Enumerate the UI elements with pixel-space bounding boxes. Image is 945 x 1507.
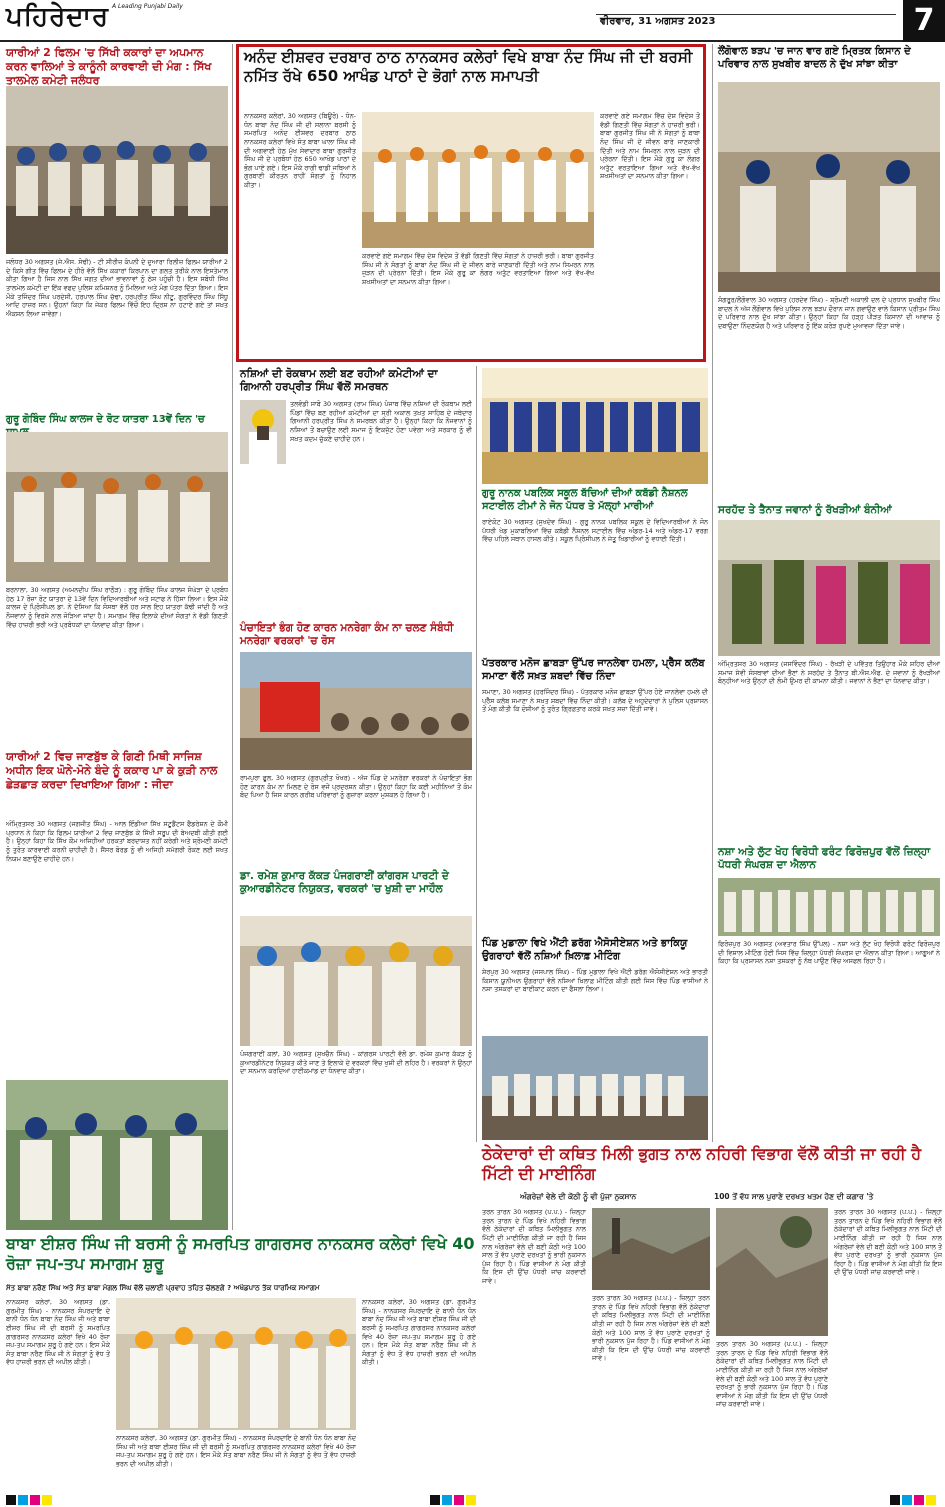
school-story-headline: ਗੁਰੂ ਨਾਨਕ ਪਬਲਿਕ ਸਕੂਲ ਬੱਚਿਆਂ ਦੀਆਂ ਕਬੱਡੀ ਨੈਸ਼ਨਲ ਸਟਾਈਲ ਟੀਮਾਂ ਨੇ ਜੋਨ ਪੱਧਰ ਤੇ ਮੱਲ੍ਹਾਂ ਮਾਰੀਆਂ [482, 488, 688, 512]
nanaksar-subhead: ਸੰਤ ਬਾਬਾ ਨਰੈਣ ਸਿੰਘ ਅਤੇ ਸੰਤ ਬਾਬਾ ਮੰਗਲ ਸਿੰਘ ਵੱਲੋਂ ਚਲਾਈ ਪ੍ਰਵਾਹ ਤਹਿਤ ਚੱਲਣਗੇ ? ਅਖੰਡਪਾਠ ਤੱਕ ਧਾਰਮਿਕ ਸਮਾਗਮ [6, 1284, 320, 1292]
swatch-yellow [926, 1495, 936, 1505]
lead-body-right: ਕਰਵਾਏ ਗਏ ਸਮਾਗਮ ਵਿੱਚ ਦੇਸ਼ ਵਿਦੇਸ਼ ਤੋਂ ਵੱਡੀ ਗਿਣਤੀ ਵਿੱਚ ਸੰਗਤਾਂ ਨੇ ਹਾਜ਼ਰੀ ਭਰੀ। ਬਾਬਾ ਗੁਰਜੀਤ ਸਿੰਘ ਜੀ ਨੇ ਸੰਗਤਾਂ ਨੂੰ ਬਾਬਾ ਨੰਦ ਸਿੰਘ ਜੀ ਦੇ ਜੀਵਨ ਬਾਰੇ ਜਾਣਕਾਰੀ ਦਿੱਤੀ ਅਤੇ ਨਾਮ ਸਿਮਰਨ ਨਾਲ ਜੁੜਨ ਦੀ ਪ੍ਰੇਰਨਾ ਦਿੱਤੀ। ਇਸ ਮੌਕੇ ਗੁਰੂ ਕਾ ਲੰਗਰ ਅਤੁੱਟ ਵਰਤਾਇਆ ਗਿਆ ਅਤੇ ਵੱਖ-ਵੱਖ ਸ਼ਖਸੀਅਤਾਂ ਦਾ ਸਨਮਾਨ ਕੀਤਾ ਗਿਆ। [600, 112, 700, 181]
left-story-1-body: ਜਲੰਧਰ 30 ਅਗਸਤ (ਜੇ.ਐਸ. ਸੋਢੀ) - ਟੀ ਸੀਰੀਜ਼ ਕੰਪਨੀ ਦੇ ਦੁਆਰਾ ਰਿਲੀਜ਼ ਫਿਲਮ ਯਾਰੀਆਂ 2 ਦੇ ਕਿਸੇ ਗੀਤ ਵਿੱਚ ਫਿਲਮ ਦੇ ਹੀਰੋ ਵੱਲੋਂ ਸਿੱਖ ਕਕਾਰਾਂ ਕਿਰਪਾਨ ਦਾ ਗਲਤ ਤਰੀਕੇ ਨਾਲ ਇਸਤੇਮਾਲ ਕੀਤਾ ਗਿਆ ਹੈ ਜਿਸ ਨਾਲ ਸਿੱਖ ਜਗਤ ਦੀਆਂ ਭਾਵਨਾਵਾਂ ਨੂੰ ਠੇਸ ਪਹੁੰਚੀ ਹੈ। ਇਸ ਸਬੰਧੀ ਸਿੱਖ ਤਾਲਮੇਲ ਕਮੇਟੀ ਦਾ ਇੱਕ ਵਫਦ ਪੁਲਿਸ ਕਮਿਸ਼ਨਰ ਨੂੰ ਮਿਲਿਆ ਅਤੇ ਮੰਗ ਪੱਤਰ ਦਿੱਤਾ ਗਿਆ। ਇਸ ਮੌਕੇ ਤਜਿੰਦਰ ਸਿੰਘ ਪਰਦੇਸੀ, ਹਰਪਾਲ ਸਿੰਘ ਚੱਢਾ, ਹਰਪ੍ਰੀਤ ਸਿੰਘ ਨੀਟੂ, ਗੁਰਵਿੰਦਰ ਸਿੰਘ ਸਿੱਧੂ ਆਦਿ ਹਾਜ਼ਰ ਸਨ। ਉਹਨਾਂ ਕਿਹਾ ਕਿ ਜੇਕਰ ਫਿਲਮ ਵਿੱਚੋਂ ਇਹ ਦ੍ਰਿਸ਼ ਨਾ ਹਟਾਏ ਗਏ ਤਾਂ ਸਖ਼ਤ ਐਕਸ਼ਨ ਲਿਆ ਜਾਵੇਗਾ। [6, 258, 228, 318]
left-story-2-headline: ਗੁਰੂ ਗੋਬਿੰਦ ਸਿੰਘ ਕਾਲਜ ਦੇ ਰੋਟ ਯਾਤਰਾ 13ਵੇਂ ਦਿਨ 'ਚ [6, 414, 205, 425]
swatch-black [430, 1495, 440, 1505]
front-story-headline: ਨਸ਼ਾ ਅਤੇ ਲੁੱਟ ਖੋਹ ਵਿਰੋਧੀ ਫਰੰਟ ਫਿਰੋਜ਼ਪੁਰ ਵੱਲੋਂ ਜ਼ਿਲ੍ਹਾ ਪੱਧਰੀ ਸੰਘਰਸ਼ ਦਾ ਐਲਾਨ [718, 846, 931, 872]
photo-rakhi-soldiers [718, 520, 940, 656]
mining-body-col4: ਤਰਨ ਤਾਰਨ 30 ਅਗਸਤ (ਪ.ਪ.) - ਜ਼ਿਲ੍ਹਾ ਤਰਨ ਤਾਰਨ ਦੇ ਪਿੰਡ ਵਿਖੇ ਨਹਿਰੀ ਵਿਭਾਗ ਵੱਲੋਂ ਠੇਕੇਦਾਰਾਂ ਦੀ ਕਥਿਤ ਮਿਲੀਭੁਗਤ ਨਾਲ ਮਿੱਟੀ ਦੀ ਮਾਈਨਿੰਗ ਕੀਤੀ ਜਾ ਰਹੀ ਹੈ ਜਿਸ ਨਾਲ ਅੰਗਰੇਜ਼ਾਂ ਵੇਲੇ ਦੀ ਬਣੀ ਕੋਠੀ ਅਤੇ 100 ਸਾਲ ਤੋਂ ਵੱਧ ਪੁਰਾਣੇ ਦਰਖਤਾਂ ਨੂੰ ਭਾਰੀ ਨੁਕਸਾਨ ਪੁੱਜ ਰਿਹਾ ਹੈ। ਪਿੰਡ ਵਾਸੀਆਂ ਨੇ ਮੰਗ ਕੀਤੀ ਕਿ ਇਸ ਦੀ ਉੱਚ ਪੱਧਰੀ ਜਾਂਚ ਕਰਵਾਈ ਜਾਵੇ। [834, 1208, 942, 1277]
mnrega-story-headline: ਪੰਚਾਇਤਾਂ ਭੰਗ ਹੋਣ ਕਾਰਨ ਮਨਰੇਗਾ ਕੰਮ ਨਾ ਚਲਣ ਸੰਬੰਧੀ ਮਨਰੇਗਾ ਵਰਕਰਾਂ 'ਚ ਰੋਸ [240, 622, 454, 648]
front-story-body: ਫਿਰੋਜ਼ਪੁਰ 30 ਅਗਸਤ (ਅਵਤਾਰ ਸਿੰਘ ਉੱਪਲ) - ਨਸ਼ਾ ਅਤੇ ਲੁੱਟ ਖੋਹ ਵਿਰੋਧੀ ਫਰੰਟ ਫਿਰੋਜ਼ਪੁਰ ਦੀ ਵਿਸ਼ਾਲ ਮੀਟਿੰਗ ਹੋਈ ਜਿਸ ਵਿੱਚ ਜ਼ਿਲ੍ਹਾ ਪੱਧਰੀ ਸੰਘਰਸ਼ ਦਾ ਐਲਾਨ ਕੀਤਾ ਗਿਆ। ਆਗੂਆਂ ਨੇ ਕਿਹਾ ਕਿ ਪ੍ਰਸ਼ਾਸਨ ਨਸ਼ਾ ਤਸਕਰਾਂ ਨੂੰ ਨੱਥ ਪਾਉਣ ਵਿੱਚ ਅਸਫਲ ਰਿਹਾ ਹੈ। [718, 940, 940, 966]
swatch-cyan [18, 1495, 28, 1505]
print-color-swatches [6, 1495, 52, 1505]
print-color-swatches [430, 1495, 476, 1505]
print-color-swatches [890, 1495, 936, 1505]
swatch-magenta [30, 1495, 40, 1505]
swatch-yellow [466, 1495, 476, 1505]
swatch-black [6, 1495, 16, 1505]
column-rule [476, 366, 477, 1142]
left-story-3-headline: ਯਾਰੀਆਂ 2 ਵਿਚ ਜਾਣਬੁੱਝ ਕੇ ਗਿਣੀ ਮਿਥੀ ਸਾਜਿਸ਼ ਅਧੀਨ ਇਕ ਘੋਨੇ-ਮੋਨੇ ਬੰਦੇ ਨੂੰ ਕਕਾਰ ਪਾ ਕੇ ਕੁੜੀ ਨਾਲ ਛੇੜਛਾੜ ਕਰਦਾ ਦਿਖਾਇਆ ਗਿਆ : ਜੀਦਾ [6, 750, 218, 791]
flood-story-body: ਸੰਗਰੂਰ/ਲੌਂਗੋਵਾਲ 30 ਅਗਸਤ (ਹਰਦੇਵ ਸਿੰਘ) - ਸ਼੍ਰੋਮਣੀ ਅਕਾਲੀ ਦਲ ਦੇ ਪ੍ਰਧਾਨ ਸੁਖਬੀਰ ਸਿੰਘ ਬਾਦਲ ਨੇ ਅੱਜ ਲੌਂਗੋਵਾਲ ਵਿਖੇ ਪੁਲਿਸ ਨਾਲ ਝੜਪ ਦੌਰਾਨ ਜਾਨ ਗਵਾਉਣ ਵਾਲੇ ਕਿਸਾਨ ਪ੍ਰੀਤਮ ਸਿੰਘ ਦੇ ਪਰਿਵਾਰ ਨਾਲ ਦੁੱਖ ਸਾਂਝਾ ਕੀਤਾ। ਉਨ੍ਹਾਂ ਕਿਹਾ ਕਿ ਹੜ੍ਹ ਪੀੜਤ ਕਿਸਾਨਾਂ ਦੀ ਆਵਾਜ਼ ਨੂੰ ਦਬਾਉਣਾ ਨਿੰਦਣਯੋਗ ਹੈ ਅਤੇ ਪਰਿਵਾਰ ਨੂੰ ਇੱਕ ਕਰੋੜ ਰੁਪਏ ਮੁਆਵਜ਼ਾ ਦਿੱਤਾ ਜਾਵੇ। [718, 296, 940, 330]
mnrega-story-body: ਰਾਮਪੁਰਾ ਫੂਲ, 30 ਅਗਸਤ (ਗੁਰਪ੍ਰੀਤ ਖੋਖਰ) - ਅੱਜ ਪਿੰਡ ਦੇ ਮਨਰੇਗਾ ਵਰਕਰਾਂ ਨੇ ਪੰਚਾਇਤਾਂ ਭੰਗ ਹੋਣ ਕਾਰਨ ਕੰਮ ਨਾ ਮਿਲਣ ਦੇ ਰੋਸ ਵਜੋਂ ਪ੍ਰਦਰਸ਼ਨ ਕੀਤਾ। ਉਨ੍ਹਾਂ ਕਿਹਾ ਕਿ ਕਈ ਮਹੀਨਿਆਂ ਤੋਂ ਕੰਮ ਬੰਦ ਪਿਆ ਹੈ ਜਿਸ ਕਾਰਨ ਗਰੀਬ ਪਰਿਵਾਰਾਂ ਨੂੰ ਗੁਜ਼ਾਰਾ ਕਰਨਾ ਮੁਸ਼ਕਲ ਹੋ ਗਿਆ ਹੈ। [240, 774, 472, 800]
swatch-magenta [454, 1495, 464, 1505]
drugs-story-body: ਤਲਵੰਡੀ ਸਾਬੋ 30 ਅਗਸਤ (ਰਾਮ ਸਿੰਘ) ਪੰਜਾਬ ਵਿੱਚ ਨਸ਼ਿਆਂ ਦੀ ਰੋਕਥਾਮ ਲਈ ਪਿੰਡਾਂ ਵਿੱਚ ਬਣ ਰਹੀਆਂ ਕਮੇਟੀਆਂ ਦਾ ਸ੍ਰੀ ਅਕਾਲ ਤਖ਼ਤ ਸਾਹਿਬ ਦੇ ਜਥੇਦਾਰ ਗਿਆਨੀ ਹਰਪ੍ਰੀਤ ਸਿੰਘ ਨੇ ਸਮਰਥਨ ਕੀਤਾ ਹੈ। ਉਨ੍ਹਾਂ ਕਿਹਾ ਕਿ ਨੌਜਵਾਨਾਂ ਨੂੰ ਨਸ਼ਿਆਂ ਤੋਂ ਬਚਾਉਣ ਲਈ ਸਮਾਜ ਨੂੰ ਇਕਜੁੱਟ ਹੋਣਾ ਪਵੇਗਾ ਅਤੇ ਸਰਕਾਰ ਨੂੰ ਵੀ ਸਖ਼ਤ ਕਦਮ ਚੁੱਕਣੇ ਚਾਹੀਦੇ ਹਨ। [290, 400, 472, 443]
swatch-magenta [914, 1495, 924, 1505]
photo-anti-drug-meeting [482, 1036, 708, 1140]
left-story-2-body: ਬਰਨਾਲਾ, 30 ਅਗਸਤ (ਅਮਨਦੀਪ ਸਿੰਘ ਰਾਠੌੜ) : ਗੁਰੂ ਗੋਬਿੰਦ ਸਿੰਘ ਕਾਲਜ ਸੰਘੇੜਾ ਦੇ ਪ੍ਰਬੰਧ ਹੇਠ 17 ਰੋਜ਼ਾ ਰੋਟ ਯਾਤਰਾ ਦੇ 13ਵੇਂ ਦਿਨ ਵਿਦਿਆਰਥੀਆਂ ਅਤੇ ਸਟਾਫ ਨੇ ਹਿੱਸਾ ਲਿਆ। ਇਸ ਮੌਕੇ ਕਾਲਜ ਦੇ ਪ੍ਰਿੰਸੀਪਲ ਡਾ. ਨੇ ਦੱਸਿਆ ਕਿ ਸੰਸਥਾ ਵੱਲੋਂ ਹਰ ਸਾਲ ਇਹ ਯਾਤਰਾ ਕੱਢੀ ਜਾਂਦੀ ਹੈ ਅਤੇ ਨੌਜਵਾਨਾਂ ਨੂੰ ਵਿਰਸੇ ਨਾਲ ਜੋੜਿਆ ਜਾਂਦਾ ਹੈ। ਸਮਾਗਮ ਵਿੱਚ ਇਲਾਕੇ ਦੀਆਂ ਸੰਗਤਾਂ ਨੇ ਵੱਡੀ ਗਿਣਤੀ ਵਿੱਚ ਹਾਜ਼ਰੀ ਭਰੀ ਅਤੇ ਪ੍ਰਬੰਧਕਾਂ ਦਾ ਧੰਨਵਾਦ ਕੀਤਾ ਗਿਆ। [6, 586, 228, 629]
mining-subhead-left: ਅੰਗਰੇਜ਼ਾਂ ਵੇਲੇ ਦੀ ਕੋਠੀ ਨੂੰ ਵੀ ਪੁੱਜਾ ਨੁਕਸਾਨ [520, 1192, 637, 1201]
photo-lead-congregation [362, 112, 594, 248]
photo-protest-group [6, 86, 228, 254]
press-story-headline: ਪੱਤਰਕਾਰ ਮਨੋਜ ਛਾਬੜਾ ਉੱਪਰ ਜਾਨਲੇਵਾ ਹਮਲਾ, ਪ੍ਰੈੱਸ ਕਲੱਬ ਸਮਾਣਾ ਵੱਲੋਂ ਸਖ਼ਤ ਸ਼ਬਦਾਂ ਵਿੱਚ ਨਿੰਦਾ [482, 658, 705, 682]
page-number: 7 [903, 0, 945, 42]
swatch-cyan [442, 1495, 452, 1505]
column-rule [232, 44, 233, 1230]
dateline: ਵੀਰਵਾਰ, 31 ਅਗਸਤ 2023 [600, 16, 716, 27]
nanaksar-body-col3: ਨਾਨਕਸਰ ਕਲੇਰਾਂ, 30 ਅਗਸਤ (ਡਾ. ਗੁਰਮੀਤ ਸਿੰਘ) - ਨਾਨਕਸਰ ਸੰਪਰਦਾਇ ਦੇ ਬਾਨੀ ਧੰਨ ਧੰਨ ਬਾਬਾ ਨੰਦ ਸਿੰਘ ਜੀ ਅਤੇ ਬਾਬਾ ਈਸ਼ਰ ਸਿੰਘ ਜੀ ਦੀ ਬਰਸੀ ਨੂੰ ਸਮਰਪਿਤ ਗਾਗਰਸਰ ਨਾਨਕਸਰ ਕਲੇਰਾਂ ਵਿਖੇ 40 ਰੋਜ਼ਾ ਜਪ-ਤਪ ਸਮਾਗਮ ਸ਼ੁਰੂ ਹੋ ਗਏ ਹਨ। ਇਸ ਮੌਕੇ ਸੰਤ ਬਾਬਾ ਨਰੈਣ ਸਿੰਘ ਜੀ ਨੇ ਸੰਗਤਾਂ ਨੂੰ ਵੱਧ ਤੋਂ ਵੱਧ ਹਾਜ਼ਰੀ ਭਰਨ ਦੀ ਅਪੀਲ ਕੀਤੀ। [362, 1298, 476, 1367]
photo-mnrega-protest [240, 652, 472, 770]
photo-college-event [6, 432, 228, 582]
swatch-yellow [42, 1495, 52, 1505]
lead-headline: ਅਨੰਦ ਈਸ਼ਵਰ ਦਰਬਾਰ ਠਾਠ ਨਾਨਕਸਰ ਕਲੇਰਾਂ ਵਿਖੇ ਬਾਬਾ ਨੰਦ ਸਿੰਘ ਜੀ ਦੀ ਬਰਸੀ ਨਮਿੱਤ ਰੱਖੇ 650 ਆਖੰਡ ਪਾਠਾਂ ਦੇ ਭੋਗਾਂ ਨਾਲ ਸਮਾਪਤੀ [244, 48, 693, 85]
swatch-black [890, 1495, 900, 1505]
swatch-cyan [902, 1495, 912, 1505]
lead-body-left: ਨਾਨਕਸਰ ਕਲੇਰਾਂ, 30 ਅਗਸਤ (ਬਿਊਰੋ) - ਧੰਨ-ਧੰਨ ਬਾਬਾ ਨੰਦ ਸਿੰਘ ਜੀ ਦੀ ਸਲਾਨਾ ਬਰਸੀ ਨੂੰ ਸਮਰਪਿਤ ਅਨੰਦ ਈਸ਼ਵਰ ਦਰਬਾਰ ਠਾਠ ਨਾਨਕਸਰ ਕਲੇਰਾਂ ਵਿਖੇ ਸੰਤ ਬਾਬਾ ਘਾਲਾ ਸਿੰਘ ਜੀ ਦੀ ਅਗਵਾਈ ਹੇਠ ਮੁੱਖ ਸੇਵਾਦਾਰ ਬਾਬਾ ਗੁਰਜੀਤ ਸਿੰਘ ਜੀ ਦੇ ਪ੍ਰਬੰਧਾਂ ਹੇਠ 650 ਆਖੰਡ ਪਾਠਾਂ ਦੇ ਭੋਗ ਪਾਏ ਗਏ। ਇਸ ਮੌਕੇ ਰਾਗੀ ਢਾਡੀ ਜਥਿਆਂ ਨੇ ਗੁਰਬਾਣੀ ਕੀਰਤਨ ਰਾਹੀਂ ਸੰਗਤਾਂ ਨੂੰ ਨਿਹਾਲ ਕੀਤਾ। [244, 112, 356, 190]
lead-body-mid: ਕਰਵਾਏ ਗਏ ਸਮਾਗਮ ਵਿੱਚ ਦੇਸ਼ ਵਿਦੇਸ਼ ਤੋਂ ਵੱਡੀ ਗਿਣਤੀ ਵਿੱਚ ਸੰਗਤਾਂ ਨੇ ਹਾਜ਼ਰੀ ਭਰੀ। ਬਾਬਾ ਗੁਰਜੀਤ ਸਿੰਘ ਜੀ ਨੇ ਸੰਗਤਾਂ ਨੂੰ ਬਾਬਾ ਨੰਦ ਸਿੰਘ ਜੀ ਦੇ ਜੀਵਨ ਬਾਰੇ ਜਾਣਕਾਰੀ ਦਿੱਤੀ ਅਤੇ ਨਾਮ ਸਿਮਰਨ ਨਾਲ ਜੁੜਨ ਦੀ ਪ੍ਰੇਰਨਾ ਦਿੱਤੀ। ਇਸ ਮੌਕੇ ਗੁਰੂ ਕਾ ਲੰਗਰ ਅਤੁੱਟ ਵਰਤਾਇਆ ਗਿਆ ਅਤੇ ਵੱਖ-ਵੱਖ ਸ਼ਖਸੀਅਤਾਂ ਦਾ ਸਨਮਾਨ ਕੀਤਾ ਗਿਆ। [362, 252, 594, 286]
photo-kabaddi-team [482, 368, 708, 484]
school-story-body: ਰਾਏਕੋਟ 30 ਅਗਸਤ (ਸੁਖਦੇਵ ਸਿੰਘ) - ਗੁਰੂ ਨਾਨਕ ਪਬਲਿਕ ਸਕੂਲ ਦੇ ਵਿਦਿਆਰਥੀਆਂ ਨੇ ਜੋਨ ਪੱਧਰੀ ਖੇਡ ਮੁਕਾਬਲਿਆਂ ਵਿੱਚ ਕਬੱਡੀ ਨੈਸ਼ਨਲ ਸਟਾਈਲ ਵਿੱਚ ਅੰਡਰ-14 ਅਤੇ ਅੰਡਰ-17 ਵਰਗ ਵਿੱਚ ਪਹਿਲੇ ਸਥਾਨ ਹਾਸਲ ਕੀਤੇ। ਸਕੂਲ ਪ੍ਰਿੰਸੀਪਲ ਨੇ ਜੇਤੂ ਖਿਡਾਰੀਆਂ ਨੂੰ ਵਧਾਈ ਦਿੱਤੀ। [482, 518, 708, 544]
drugs-story-headline: ਨਸ਼ਿਆਂ ਦੀ ਰੋਕਥਾਮ ਲਈ ਬਣ ਰਹੀਆਂ ਕਮੇਟੀਆਂ ਦਾ ਗਿਆਨੀ ਹਰਪ੍ਰੀਤ ਸਿੰਘ ਵੱਲੋਂ ਸਮਰਥਨ [240, 368, 438, 394]
mining-subhead-right: 100 ਤੋਂ ਵੱਧ ਸਾਲ ਪੁਰਾਣੇ ਦਰਖਤ ਖਤਮ ਹੋਣ ਦੀ ਕਗਾਰ 'ਤੇ [714, 1192, 874, 1201]
tagline: A Leading Punjabi Daily [112, 3, 183, 10]
divider [596, 14, 896, 15]
photo-mining-site-2 [716, 1208, 828, 1336]
nanaksar-headline: ਬਾਬਾ ਈਸ਼ਰ ਸਿੰਘ ਜੀ ਬਰਸੀ ਨੂੰ ਸਮਰਪਿਤ ਗਾਗਰਸਰ ਨਾਨਕਸਰ ਕਲੇਰਾਂ ਵਿਖੇ 40 ਰੋਜ਼ਾ ਜਪ-ਤਪ ਸਮਾਗਮ ਸ਼ੁਰੂ [6, 1234, 475, 1273]
mining-headline: ਠੇਕੇਦਾਰਾਂ ਦੀ ਕਥਿਤ ਮਿਲੀ ਭੁਗਤ ਨਾਲ ਨਹਿਰੀ ਵਿਭਾਗ ਵੱਲੋਂ ਕੀਤੀ ਜਾ ਰਹੀ ਹੈ ਮਿੱਟੀ ਦੀ ਮਾਈਨਿੰਗ [482, 1144, 922, 1183]
press-story-body: ਸਮਾਣਾ, 30 ਅਗਸਤ (ਹਰਜਿੰਦਰ ਸਿੰਘ) - ਪੱਤਰਕਾਰ ਮਨੋਜ ਛਾਬੜਾ ਉੱਪਰ ਹੋਏ ਜਾਨਲੇਵਾ ਹਮਲੇ ਦੀ ਪ੍ਰੈੱਸ ਕਲੱਬ ਸਮਾਣਾ ਨੇ ਸਖ਼ਤ ਸ਼ਬਦਾਂ ਵਿੱਚ ਨਿੰਦਾ ਕੀਤੀ। ਕਲੱਬ ਦੇ ਅਹੁਦੇਦਾਰਾਂ ਨੇ ਪੁਲਿਸ ਪ੍ਰਸ਼ਾਸਨ ਤੋਂ ਮੰਗ ਕੀਤੀ ਕਿ ਦੋਸ਼ੀਆਂ ਨੂੰ ਤੁਰੰਤ ਗ੍ਰਿਫ਼ਤਾਰ ਕਰਕੇ ਸਖ਼ਤ ਸਜ਼ਾ ਦਿੱਤੀ ਜਾਵੇ। [482, 688, 708, 714]
village-story-headline: ਪਿੰਡ ਮੁਡਾਲਾ ਵਿਖੇ ਐਂਟੀ ਡਰੱਗ ਐਸੋਸੀਏਸ਼ਨ ਅਤੇ ਭਾਕਿਯੂ ਉਗਰਾਹਾਂ ਵੱਲੋਂ ਨਸ਼ਿਆਂ ਖ਼ਿਲਾਫ਼ ਮੀਟਿੰਗ [482, 938, 688, 962]
photo-nanaksar-sangat [116, 1298, 356, 1430]
nanaksar-body-col1: ਨਾਨਕਸਰ ਕਲੇਰਾਂ, 30 ਅਗਸਤ (ਡਾ. ਗੁਰਮੀਤ ਸਿੰਘ) - ਨਾਨਕਸਰ ਸੰਪਰਦਾਇ ਦੇ ਬਾਨੀ ਧੰਨ ਧੰਨ ਬਾਬਾ ਨੰਦ ਸਿੰਘ ਜੀ ਅਤੇ ਬਾਬਾ ਈਸ਼ਰ ਸਿੰਘ ਜੀ ਦੀ ਬਰਸੀ ਨੂੰ ਸਮਰਪਿਤ ਗਾਗਰਸਰ ਨਾਨਕਸਰ ਕਲੇਰਾਂ ਵਿਖੇ 40 ਰੋਜ਼ਾ ਜਪ-ਤਪ ਸਮਾਗਮ ਸ਼ੁਰੂ ਹੋ ਗਏ ਹਨ। ਇਸ ਮੌਕੇ ਸੰਤ ਬਾਬਾ ਨਰੈਣ ਸਿੰਘ ਜੀ ਨੇ ਸੰਗਤਾਂ ਨੂੰ ਵੱਧ ਤੋਂ ਵੱਧ ਹਾਜ਼ਰੀ ਭਰਨ ਦੀ ਅਪੀਲ ਕੀਤੀ। [6, 1298, 110, 1367]
photo-sikh-leaders [6, 1080, 228, 1230]
rakhi-story-headline: ਸਰਹੱਦ ਤੇ ਤੈਨਾਤ ਜਵਾਨਾਂ ਨੂੰ ਰੱਖੜੀਆਂ ਬੰਨੀਆਂ [718, 504, 892, 516]
nanaksar-body-under-photo: ਨਾਨਕਸਰ ਕਲੇਰਾਂ, 30 ਅਗਸਤ (ਡਾ. ਗੁਰਮੀਤ ਸਿੰਘ) - ਨਾਨਕਸਰ ਸੰਪਰਦਾਇ ਦੇ ਬਾਨੀ ਧੰਨ ਧੰਨ ਬਾਬਾ ਨੰਦ ਸਿੰਘ ਜੀ ਅਤੇ ਬਾਬਾ ਈਸ਼ਰ ਸਿੰਘ ਜੀ ਦੀ ਬਰਸੀ ਨੂੰ ਸਮਰਪਿਤ ਗਾਗਰਸਰ ਨਾਨਕਸਰ ਕਲੇਰਾਂ ਵਿਖੇ 40 ਰੋਜ਼ਾ ਜਪ-ਤਪ ਸਮਾਗਮ ਸ਼ੁਰੂ ਹੋ ਗਏ ਹਨ। ਇਸ ਮੌਕੇ ਸੰਤ ਬਾਬਾ ਨਰੈਣ ਸਿੰਘ ਜੀ ਨੇ ਸੰਗਤਾਂ ਨੂੰ ਵੱਧ ਤੋਂ ਵੱਧ ਹਾਜ਼ਰੀ ਭਰਨ ਦੀ ਅਪੀਲ ਕੀਤੀ। [116, 1434, 356, 1468]
photo-giani-harpreet [240, 400, 286, 464]
mining-body-col2: ਤਰਨ ਤਾਰਨ 30 ਅਗਸਤ (ਪ.ਪ.) - ਜ਼ਿਲ੍ਹਾ ਤਰਨ ਤਾਰਨ ਦੇ ਪਿੰਡ ਵਿਖੇ ਨਹਿਰੀ ਵਿਭਾਗ ਵੱਲੋਂ ਠੇਕੇਦਾਰਾਂ ਦੀ ਕਥਿਤ ਮਿਲੀਭੁਗਤ ਨਾਲ ਮਿੱਟੀ ਦੀ ਮਾਈਨਿੰਗ ਕੀਤੀ ਜਾ ਰਹੀ ਹੈ ਜਿਸ ਨਾਲ ਅੰਗਰੇਜ਼ਾਂ ਵੇਲੇ ਦੀ ਬਣੀ ਕੋਠੀ ਅਤੇ 100 ਸਾਲ ਤੋਂ ਵੱਧ ਪੁਰਾਣੇ ਦਰਖਤਾਂ ਨੂੰ ਭਾਰੀ ਨੁਕਸਾਨ ਪੁੱਜ ਰਿਹਾ ਹੈ। ਪਿੰਡ ਵਾਸੀਆਂ ਨੇ ਮੰਗ ਕੀਤੀ ਕਿ ਇਸ ਦੀ ਉੱਚ ਪੱਧਰੀ ਜਾਂਚ ਕਰਵਾਈ ਜਾਵੇ। [592, 1294, 710, 1363]
newspaper-logo: ਪਹਿਰੇਦਾਰ [6, 2, 109, 32]
village-story-body: ਸ਼ੇਰਪੁਰ 30 ਅਗਸਤ (ਜਸਪਾਲ ਸਿੰਘ) - ਪਿੰਡ ਮੁਡਾਲਾ ਵਿਖੇ ਐਂਟੀ ਡਰੱਗ ਐਸੋਸੀਏਸ਼ਨ ਅਤੇ ਭਾਰਤੀ ਕਿਸਾਨ ਯੂਨੀਅਨ ਉਗਰਾਹਾਂ ਵੱਲੋਂ ਨਸ਼ਿਆਂ ਖ਼ਿਲਾਫ਼ ਮੀਟਿੰਗ ਕੀਤੀ ਗਈ ਜਿਸ ਵਿੱਚ ਪਿੰਡ ਵਾਸੀਆਂ ਨੇ ਨਸ਼ਾ ਤਸਕਰਾਂ ਦਾ ਬਾਈਕਾਟ ਕਰਨ ਦਾ ਫੈਸਲਾ ਲਿਆ। [482, 968, 708, 994]
photo-sukhbir-badal-visit [718, 82, 940, 292]
masthead [0, 0, 945, 42]
photo-front-meeting [718, 878, 940, 936]
left-story-3-body: ਅੰਮ੍ਰਿਤਸਰ 30 ਅਗਸਤ (ਜਗਜੀਤ ਸਿੰਘ) - ਆਲ ਇੰਡੀਆ ਸਿੱਖ ਸਟੂਡੈਂਟਸ ਫੈਡਰੇਸ਼ਨ ਦੇ ਕੌਮੀ ਪ੍ਰਧਾਨ ਨੇ ਕਿਹਾ ਕਿ ਫਿਲਮ ਯਾਰੀਆਂ 2 ਵਿਚ ਜਾਣਬੁੱਝ ਕੇ ਸਿੱਖੀ ਸਰੂਪ ਦੀ ਬੇਅਦਬੀ ਕੀਤੀ ਗਈ ਹੈ। ਉਨ੍ਹਾਂ ਕਿਹਾ ਕਿ ਸਿੱਖ ਕੌਮ ਅਜਿਹੀਆਂ ਹਰਕਤਾਂ ਬਰਦਾਸ਼ਤ ਨਹੀਂ ਕਰੇਗੀ ਅਤੇ ਸ਼੍ਰੋਮਣੀ ਕਮੇਟੀ ਨੂੰ ਤੁਰੰਤ ਕਾਰਵਾਈ ਕਰਨੀ ਚਾਹੀਦੀ ਹੈ। ਸੈਂਸਰ ਬੋਰਡ ਨੂੰ ਵੀ ਅਜਿਹੀ ਸਮੱਗਰੀ ਰੋਕਣ ਲਈ ਸਖਤ ਨਿਯਮ ਬਣਾਉਣੇ ਚਾਹੀਦੇ ਹਨ। [6, 820, 228, 863]
flood-story-headline: ਲੌਂਗੋਵਾਲ ਝੜਪ 'ਚ ਜਾਨ ਵਾਰ ਗਏ ਮ੍ਰਿਤਕ ਕਿਸਾਨ ਦੇ ਪਰਿਵਾਰ ਨਾਲ ਸੁਖਬੀਰ ਬਾਦਲ ਨੇ ਦੁੱਖ ਸਾਂਝਾ ਕੀਤਾ [718, 46, 911, 70]
congress-story-body: ਪੰਜਗਰਾਈਂ ਕਲਾਂ, 30 ਅਗਸਤ (ਸੁਖਚੈਨ ਸਿੰਘ) - ਕਾਂਗਰਸ ਪਾਰਟੀ ਵੱਲੋਂ ਡਾ. ਰਮੇਸ਼ ਕੁਮਾਰ ਕੱਕੜ ਨੂੰ ਕੁਆਰਡੀਨੇਟਰ ਨਿਯੁਕਤ ਕੀਤੇ ਜਾਣ ਤੇ ਇਲਾਕੇ ਦੇ ਵਰਕਰਾਂ ਵਿੱਚ ਖੁਸ਼ੀ ਦੀ ਲਹਿਰ ਹੈ। ਵਰਕਰਾਂ ਨੇ ਉਨ੍ਹਾਂ ਦਾ ਸਨਮਾਨ ਕਰਦਿਆਂ ਹਾਈਕਮਾਂਡ ਦਾ ਧੰਨਵਾਦ ਕੀਤਾ। [240, 1050, 472, 1076]
congress-story-headline: ਡਾ. ਰਮੇਸ਼ ਕੁਮਾਰ ਕੱਕੜ ਪੰਜਗਰਾਈਂ ਕਾਂਗਰਸ ਪਾਰਟੀ ਦੇ ਕੁਆਰਡੀਨੇਟਰ ਨਿਯੁਕਤ, ਵਰਕਰਾਂ 'ਚ ਖੁਸ਼ੀ ਦਾ ਮਾਹੌਲ [240, 870, 449, 896]
mining-body-col1: ਤਰਨ ਤਾਰਨ 30 ਅਗਸਤ (ਪ.ਪ.) - ਜ਼ਿਲ੍ਹਾ ਤਰਨ ਤਾਰਨ ਦੇ ਪਿੰਡ ਵਿਖੇ ਨਹਿਰੀ ਵਿਭਾਗ ਵੱਲੋਂ ਠੇਕੇਦਾਰਾਂ ਦੀ ਕਥਿਤ ਮਿਲੀਭੁਗਤ ਨਾਲ ਮਿੱਟੀ ਦੀ ਮਾਈਨਿੰਗ ਕੀਤੀ ਜਾ ਰਹੀ ਹੈ ਜਿਸ ਨਾਲ ਅੰਗਰੇਜ਼ਾਂ ਵੇਲੇ ਦੀ ਬਣੀ ਕੋਠੀ ਅਤੇ 100 ਸਾਲ ਤੋਂ ਵੱਧ ਪੁਰਾਣੇ ਦਰਖਤਾਂ ਨੂੰ ਭਾਰੀ ਨੁਕਸਾਨ ਪੁੱਜ ਰਿਹਾ ਹੈ। ਪਿੰਡ ਵਾਸੀਆਂ ਨੇ ਮੰਗ ਕੀਤੀ ਕਿ ਇਸ ਦੀ ਉੱਚ ਪੱਧਰੀ ਜਾਂਚ ਕਰਵਾਈ ਜਾਵੇ। [482, 1208, 586, 1286]
column-rule [712, 44, 713, 1142]
mining-body-col3: ਤਰਨ ਤਾਰਨ 30 ਅਗਸਤ (ਪ.ਪ.) - ਜ਼ਿਲ੍ਹਾ ਤਰਨ ਤਾਰਨ ਦੇ ਪਿੰਡ ਵਿਖੇ ਨਹਿਰੀ ਵਿਭਾਗ ਵੱਲੋਂ ਠੇਕੇਦਾਰਾਂ ਦੀ ਕਥਿਤ ਮਿਲੀਭੁਗਤ ਨਾਲ ਮਿੱਟੀ ਦੀ ਮਾਈਨਿੰਗ ਕੀਤੀ ਜਾ ਰਹੀ ਹੈ ਜਿਸ ਨਾਲ ਅੰਗਰੇਜ਼ਾਂ ਵੇਲੇ ਦੀ ਬਣੀ ਕੋਠੀ ਅਤੇ 100 ਸਾਲ ਤੋਂ ਵੱਧ ਪੁਰਾਣੇ ਦਰਖਤਾਂ ਨੂੰ ਭਾਰੀ ਨੁਕਸਾਨ ਪੁੱਜ ਰਿਹਾ ਹੈ। ਪਿੰਡ ਵਾਸੀਆਂ ਨੇ ਮੰਗ ਕੀਤੀ ਕਿ ਇਸ ਦੀ ਉੱਚ ਪੱਧਰੀ ਜਾਂਚ ਕਰਵਾਈ ਜਾਵੇ। [716, 1340, 828, 1409]
left-story-1-headline: ਯਾਰੀਆਂ 2 ਫਿਲਮ 'ਚ ਸਿੱਖੀ ਕਕਾਰਾਂ ਦਾ ਅਪਮਾਨ ਕਰਨ ਵਾਲਿਆਂ ਤੇ ਕਾਨੂੰਨੀ ਕਾਰਵਾਈ ਦੀ ਮੰਗ : ਸਿੱਖ ਤਾਲਮੇਲ ਕਮੇਟੀ ਜਲੰਧਰ [6, 46, 212, 87]
rakhi-story-body: ਅੰਮ੍ਰਿਤਸਰ 30 ਅਗਸਤ (ਜਸਵਿੰਦਰ ਸਿੰਘ) - ਰੱਖੜੀ ਦੇ ਪਵਿੱਤਰ ਤਿਉਹਾਰ ਮੌਕੇ ਸ਼ਹਿਰ ਦੀਆਂ ਸਮਾਜ ਸੇਵੀ ਸੰਸਥਾਵਾਂ ਦੀਆਂ ਭੈਣਾਂ ਨੇ ਸਰਹੱਦ ਤੇ ਤੈਨਾਤ ਬੀ.ਐਸ.ਐਫ. ਦੇ ਜਵਾਨਾਂ ਨੂੰ ਰੱਖੜੀਆਂ ਬੰਨ੍ਹੀਆਂ ਅਤੇ ਉਨ੍ਹਾਂ ਦੀ ਲੰਮੀ ਉਮਰ ਦੀ ਕਾਮਨਾ ਕੀਤੀ। ਜਵਾਨਾਂ ਨੇ ਭੈਣਾਂ ਦਾ ਧੰਨਵਾਦ ਕੀਤਾ। [718, 660, 940, 686]
photo-congress-felicitation [240, 916, 472, 1046]
photo-mining-site-1 [592, 1208, 710, 1290]
